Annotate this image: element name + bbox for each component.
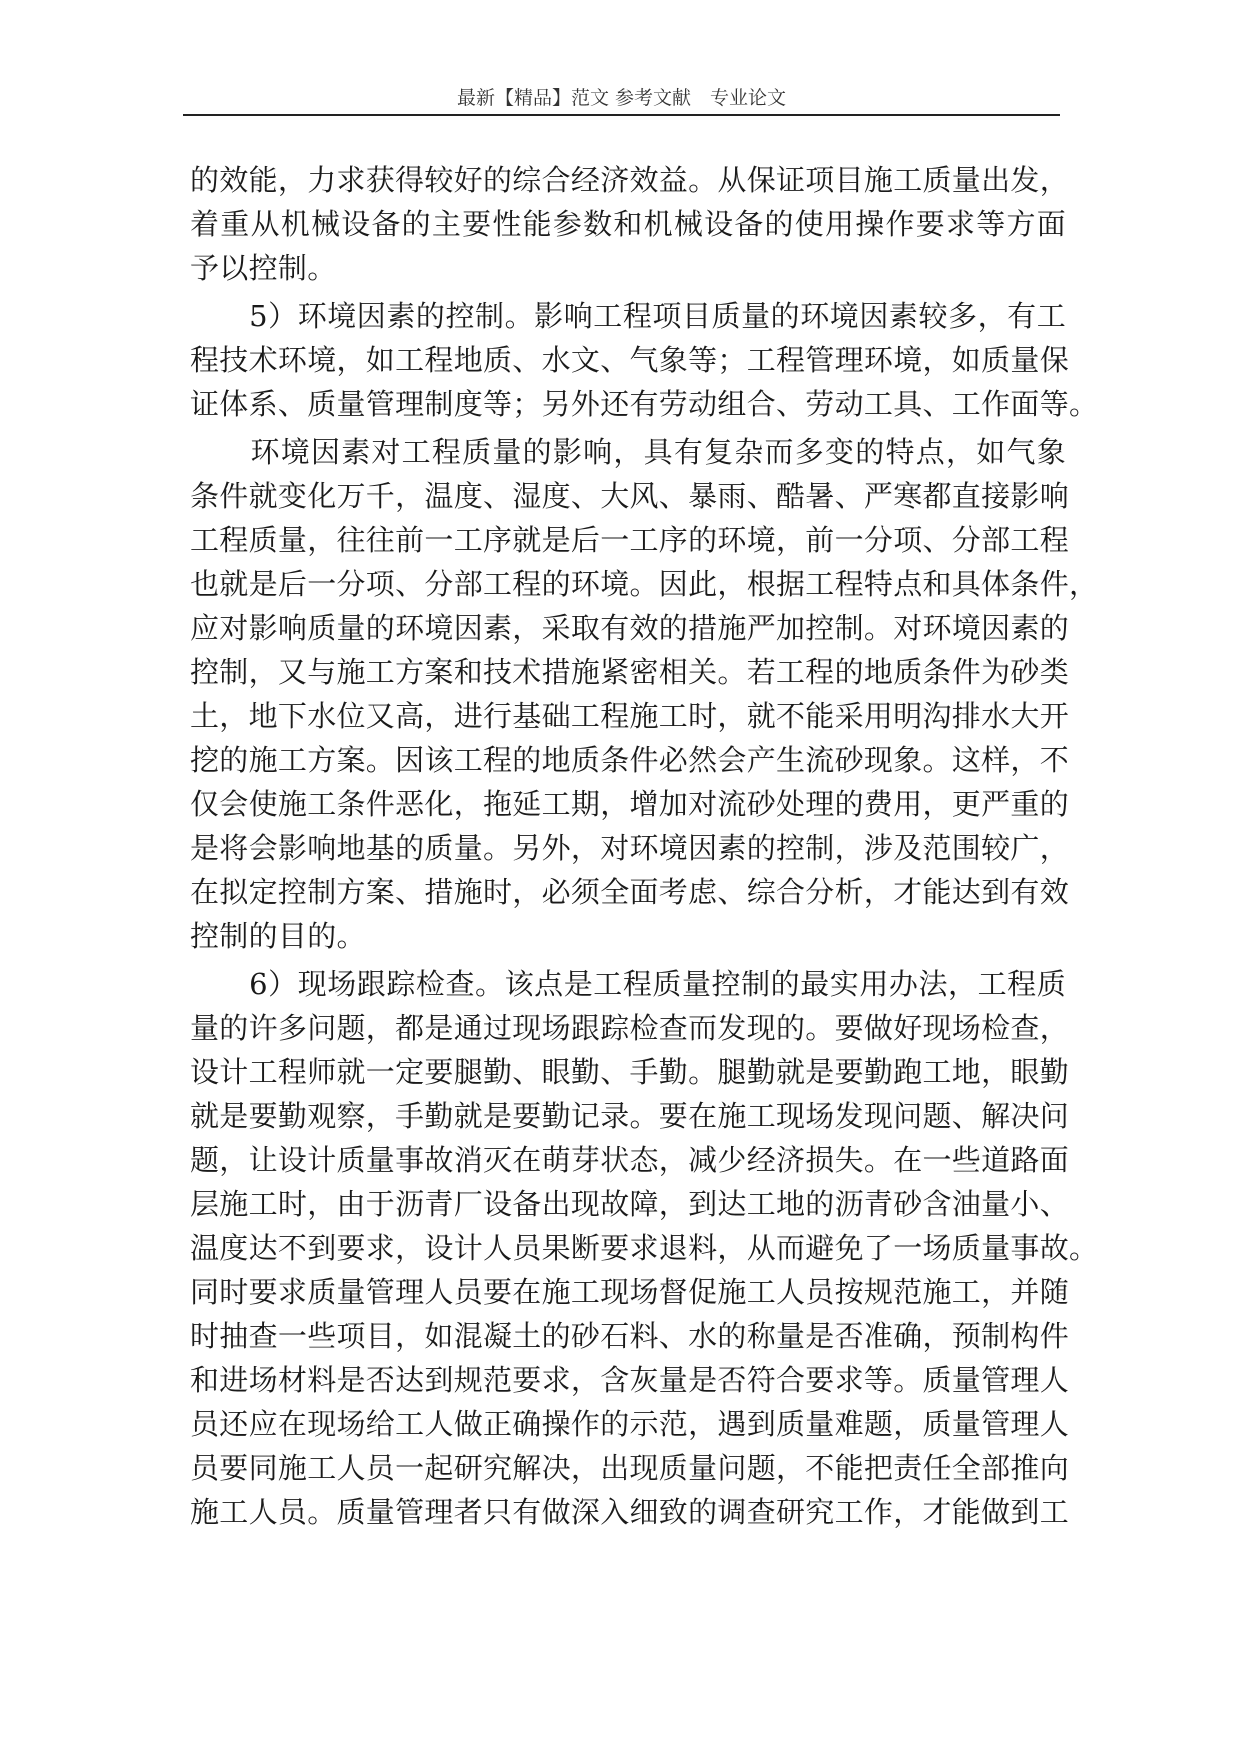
text-line: 是将会影响地基的质量。另外，对环境因素的控制，涉及范围较广， — [190, 831, 1070, 865]
text-line: 予以控制。 — [190, 251, 337, 285]
text-line: 同时要求质量管理人员要在施工现场督促施工人员按规范施工，并随 — [190, 1275, 1070, 1309]
text-line: 控制，又与施工方案和技术措施紧密相关。若工程的地质条件为砂类 — [190, 655, 1070, 689]
text-line: 也就是后一分项、分部工程的环境。因此，根据工程特点和具体条件， — [190, 567, 1099, 601]
text-line: 的效能，力求获得较好的综合经济效益。从保证项目施工质量出发， — [190, 163, 1070, 197]
text-line: 土，地下水位又高，进行基础工程施工时，就不能采用明沟排水大开 — [190, 699, 1070, 733]
text-line: 环境因素对工程质量的影响，具有复杂而多变的特点，如气象 — [190, 435, 1066, 469]
text-line: 题，让设计质量事故消灭在萌芽状态，减少经济损失。在一些道路面 — [190, 1143, 1070, 1177]
text-line: 6）现场跟踪检查。该点是工程质量控制的最实用办法，工程质 — [190, 967, 1066, 1001]
text-line: 工程质量，往往前一工序就是后一工序的环境，前一分项、分部工程 — [190, 523, 1070, 557]
text-line: 温度达不到要求，设计人员果断要求退料，从而避免了一场质量事故。 — [190, 1231, 1099, 1265]
text-line: 设计工程师就一定要腿勤、眼勤、手勤。腿勤就是要勤跑工地，眼勤 — [190, 1055, 1070, 1089]
text-line: 就是要勤观察，手勤就是要勤记录。要在施工现场发现问题、解决问 — [190, 1099, 1070, 1133]
body-text — [190, 158, 1099, 1534]
text-line: 时抽查一些项目，如混凝土的砂石料、水的称量是否准确，预制构件 — [190, 1319, 1070, 1353]
running-header: 最新【精品】范文 参考文献 专业论文 — [456, 87, 787, 109]
text-line: 量的许多问题，都是通过现场跟踪检查而发现的。要做好现场检查， — [190, 1011, 1070, 1045]
text-line: 5）环境因素的控制。影响工程项目质量的环境因素较多，有工 — [190, 299, 1066, 333]
text-line: 施工人员。质量管理者只有做深入细致的调查研究工作，才能做到工 — [190, 1495, 1070, 1529]
text-line: 应对影响质量的环境因素，采取有效的措施严加控制。对环境因素的 — [190, 611, 1070, 645]
text-line: 控制的目的。 — [190, 919, 366, 953]
text-line: 在拟定控制方案、措施时，必须全面考虑、综合分析，才能达到有效 — [190, 875, 1070, 909]
text-line: 层施工时，由于沥青厂设备出现故障，到达工地的沥青砂含油量小、 — [190, 1187, 1070, 1221]
text-line: 证体系、质量管理制度等；另外还有劳动组合、劳动工具、工作面等。 — [190, 387, 1099, 421]
text-line: 员要同施工人员一起研究解决，出现质量问题，不能把责任全部推向 — [190, 1451, 1070, 1485]
text-line: 条件就变化万千，温度、湿度、大风、暴雨、酷暑、严寒都直接影响 — [190, 479, 1070, 513]
text-line: 挖的施工方案。因该工程的地质条件必然会产生流砂现象。这样，不 — [190, 743, 1070, 777]
header-divider — [183, 114, 1060, 116]
text-line: 程技术环境，如工程地质、水文、气象等；工程管理环境，如质量保 — [190, 343, 1070, 377]
text-line: 着重从机械设备的主要性能参数和机械设备的使用操作要求等方面 — [190, 207, 1066, 241]
text-line: 仅会使施工条件恶化，拖延工期，增加对流砂处理的费用，更严重的 — [190, 787, 1070, 821]
text-line: 和进场材料是否达到规范要求，含灰量是否符合要求等。质量管理人 — [190, 1363, 1070, 1397]
text-line: 员还应在现场给工人做正确操作的示范，遇到质量难题，质量管理人 — [190, 1407, 1070, 1441]
